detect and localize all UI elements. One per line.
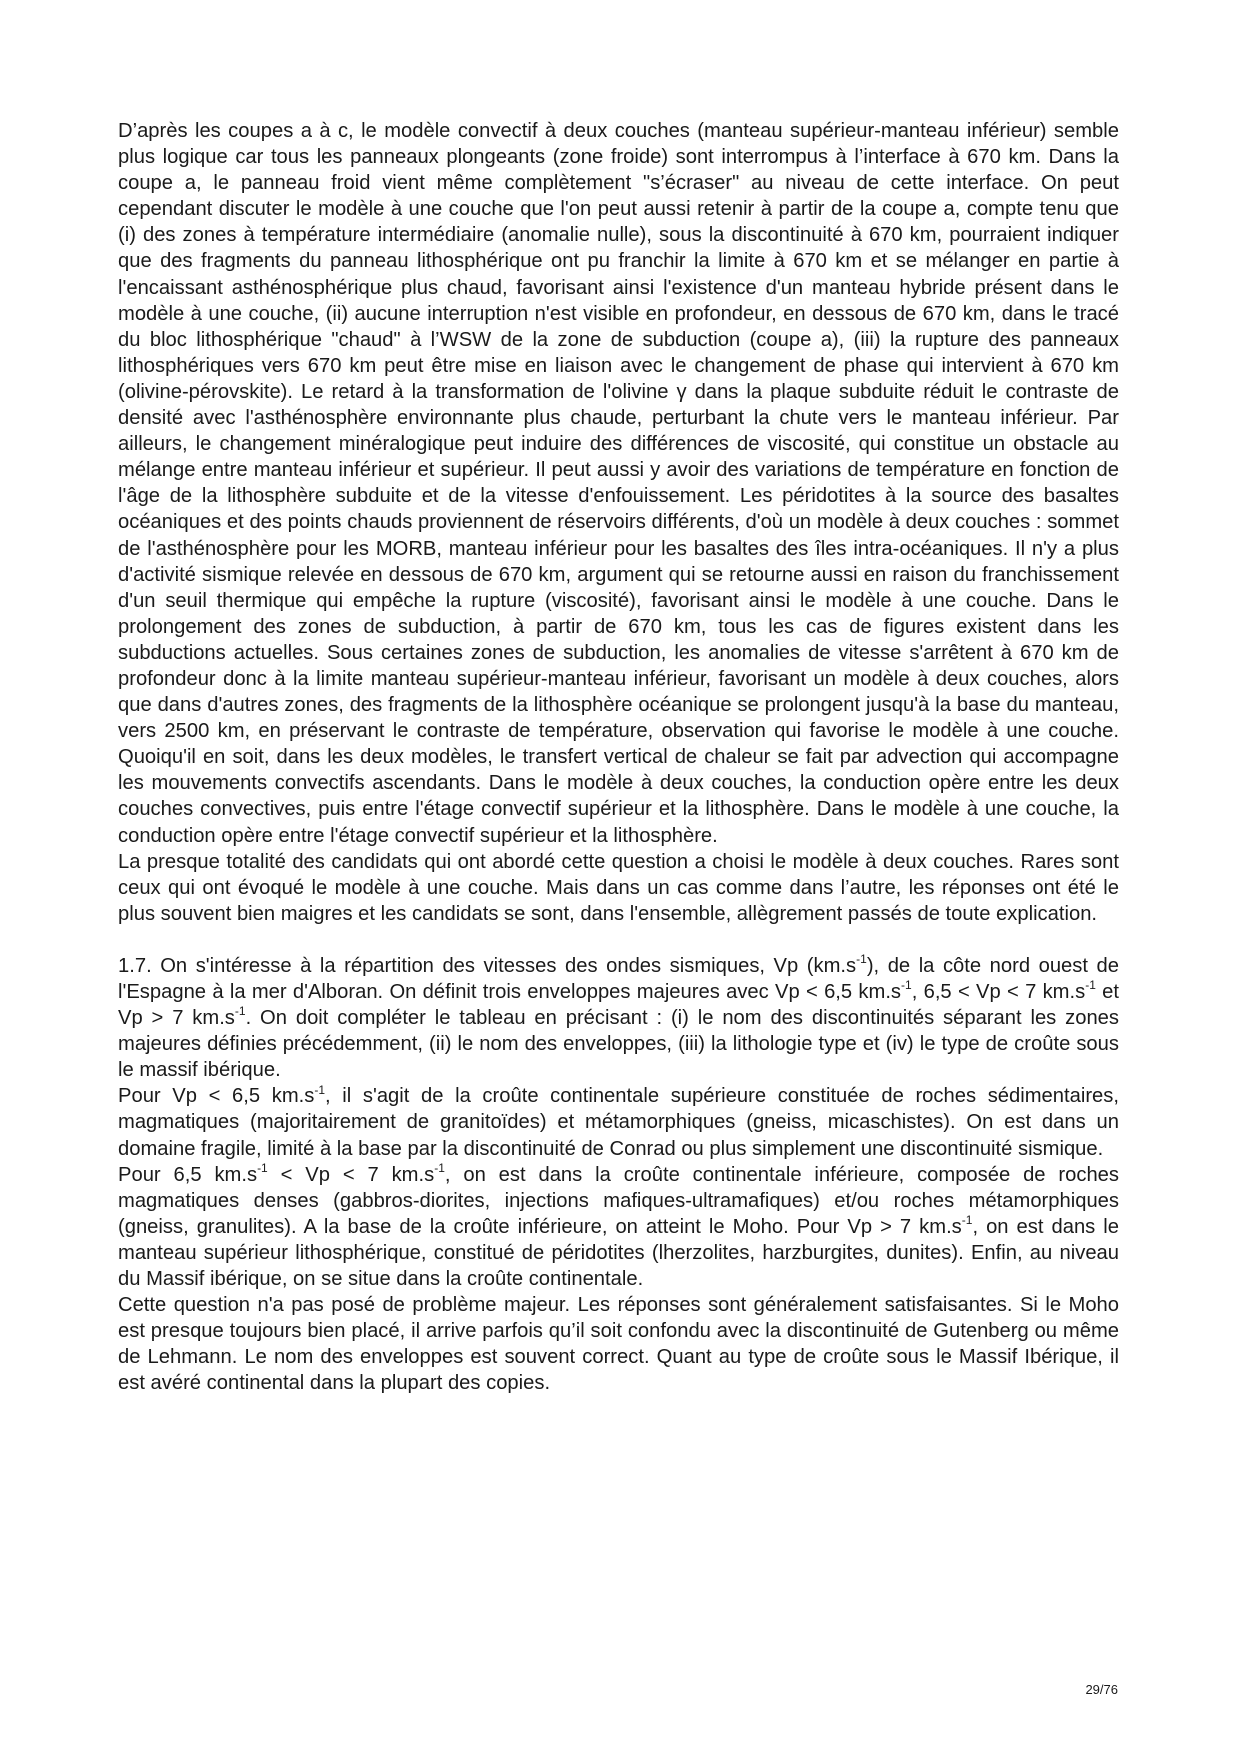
exponent: -1 xyxy=(856,952,867,967)
paragraph-convection-models: D’après les coupes a à c, le modèle convectif à deux couches (manteau supérieur-manteau inférieur) semble plus logique car tous les panneaux plongeants (zone froide) sont interrompus à l’interface à 670 km. Dans la coupe a, le panneau froid vient même complètement "s’écraser" au niveau de cette interface. On peut cependant discuter le modèle à une couche que l'on peut aussi retenir à partir de la coupe a, compte tenu que (i) des zones à température intermédiaire (anomalie nulle), sous la discontinuité à 670 km, pourraient indiquer que des fragments du panneau lithosphérique ont pu franchir la limite à 670 km et se mélanger en partie à l'encaissant asthénosphérique plus chaud, favorisant ainsi l'existence d'un manteau hybride présent dans le modèle à une couche, (ii) aucune interruption n'est visible en profondeur, en dessous de 670 km, dans le tracé du bloc lithosphérique "chaud" à l’WSW de la zone de subduction (coupe a), (iii) la rupture des panneaux lithosphériques vers 670 km peut être mise en liaison avec le changement de phase qui intervient à 670 km (olivine-pérovskite). Le retard à la transformation de l'olivine γ dans la plaque subduite réduit le contraste de densité avec l'asthénosphère environnante plus chaude, perturbant la chute vers le manteau inférieur. Par ailleurs, le changement minéralogique peut induire des différences de viscosité, qui constitue un obstacle au mélange entre manteau inférieur et supérieur. Il peut aussi y avoir des variations de température en fonction de l'âge de la lithosphère subduite et de la vitesse d'enfouissement. Les péridotites à la source des basaltes océaniques et des points chauds proviennent de réservoirs différents, d'où un modèle à deux couches : sommet de l'asthénosphère pour les MORB, manteau inférieur pour les basaltes des îles intra-océaniques. Il n'y a plus d'activité sismique relevée en dessous de 670 km, argument qui se retourne aussi en raison du franchissement d'un seuil thermique qui empêche la rupture (viscosité), favorisant ainsi le modèle à une couche. Dans le prolongement des zones de subduction, à partir de 670 km, tous les cas de figures existent dans les subductions actuelles. Sous certaines zones de subduction, les anomalies de vitesse s'arrêtent à 670 km de profondeur donc à la limite manteau supérieur-manteau inférieur, favorisant un modèle à deux couches, alors que dans d'autres zones, des fragments de la lithosphère océanique se prolongent jusqu'à la base du manteau, vers 2500 km, en préservant le contraste de température, observation qui favorise le modèle à une couche. Quoiqu'il en soit, dans les deux modèles, le transfert vertical de chaleur se fait par advection qui accompagne les mouvements convectifs ascendants. Dans le modèle à deux couches, la conduction opère entre les deux couches convectives, puis entre l'étage convectif supérieur et la lithosphère. Dans le modèle à une couche, la conduction opère entre l'étage convectif supérieur et la lithosphère. xyxy=(118,120,1119,847)
paragraph-question-1-7 xyxy=(118,953,1119,1083)
text-run: . On doit compléter le tableau en précisant : (i) le nom des discontinuités séparant les zones majeures définies précédemment, (ii) le nom des enveloppes, (iii) la lithologie type et (iv) le type de croûte sous le massif ibérique. xyxy=(118,1007,1119,1082)
exponent: -1 xyxy=(1085,978,1096,993)
exponent: -1 xyxy=(234,1004,246,1019)
paragraph-lower-crust xyxy=(118,1162,1119,1292)
text-run: 1.7. On s'intéresse à la répartition des vitesses des ondes sismiques, Vp (km.s xyxy=(118,954,857,977)
paragraph-candidates-comment: La presque totalité des candidats qui ont abordé cette question a choisi le modèle à deux couches. Rares sont ceux qui ont évoqué le modèle à une couche. Mais dans un cas comme dans l’autre, les réponses ont été le plus souvent bien maigres et les candidats se sont, dans l'ensemble, allègrement passés de toute explication. xyxy=(118,850,1119,925)
text-run: ), de la côte nord ouest de l'Espagne à la mer d'Alboran. On définit trois enveloppes majeures avec Vp < 6,5 km.s xyxy=(118,954,1119,1003)
exponent: -1 xyxy=(434,1160,445,1175)
exponent: -1 xyxy=(257,1160,268,1175)
document-body xyxy=(118,118,1119,1397)
text-run: < Vp < 7 km.s xyxy=(267,1163,435,1186)
text-run: , on est dans la croûte continentale inférieure, composée de roches magmatiques denses (gabbros-diorites, injections mafiques-ultramafiques) et/ou roches métamorphiques (gneiss, granulites). A la base de la croûte inférieure, on atteint le Moho. Pour Vp > 7 km.s xyxy=(118,1163,1119,1238)
exponent: -1 xyxy=(901,978,912,993)
text-run: , on est dans le manteau supérieur lithosphérique, constitué de péridotites (lherzolites, harzburgites, dunites). Enfin, au niveau du Massif ibérique, on se situe dans la croûte continentale. xyxy=(118,1215,1119,1291)
text-run: , 6,5 < Vp < 7 km.s xyxy=(911,981,1086,1003)
exponent: -1 xyxy=(314,1082,326,1097)
text-run: , il s'agit de la croûte continentale supérieure constituée de roches sédimentaires, magmatiques (majoritairement de granitoïdes) et métamorphiques (gneiss, micaschistes). On est dans un domaine fragile, limité à la base par la discontinuité de Conrad ou plus simplement une discontinuité sismique. xyxy=(118,1085,1119,1160)
page-number: 29/76 xyxy=(1085,1682,1118,1697)
paragraph-upper-crust xyxy=(118,1083,1119,1161)
text-run: et Vp > 7 km.s xyxy=(118,981,1119,1030)
exponent: -1 xyxy=(961,1213,973,1228)
paragraph-question-comment: Cette question n'a pas posé de problème majeur. Les réponses sont généralement satisfaisantes. Si le Moho est presque toujours bien placé, il arrive parfois qu’il soit confondu avec la discontinuité de Gutenberg ou même de Lehmann. Le nom des enveloppes est souvent correct. Quant au type de croûte sous le Massif Ibérique, il est avéré continental dans la plupart des copies. xyxy=(118,1294,1119,1395)
text-run: Pour 6,5 km.s xyxy=(118,1163,258,1186)
text-run: Pour Vp < 6,5 km.s xyxy=(118,1085,315,1108)
